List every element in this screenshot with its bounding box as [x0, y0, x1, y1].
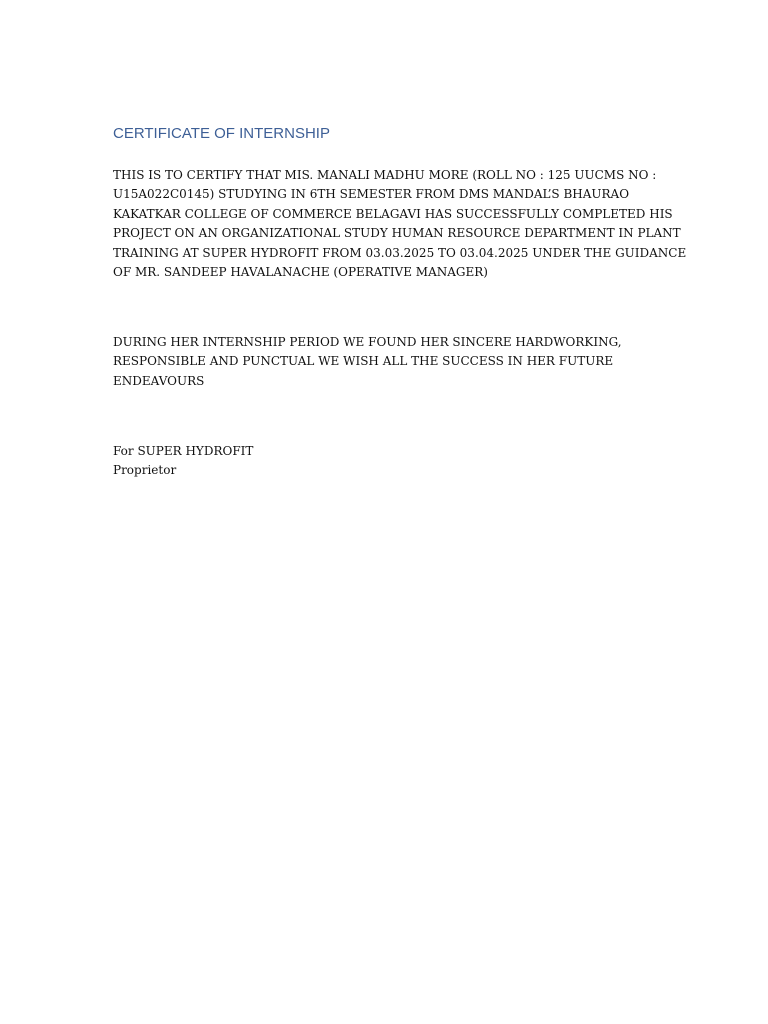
- signature-company: For SUPER HYDROFIT: [113, 444, 254, 458]
- certification-paragraph: [113, 166, 687, 282]
- paragraph-line: KAKATKAR COLLEGE OF COMMERCE BELAGAVI HAS SUCCESSFULLY COMPLETED HIS: [113, 206, 673, 221]
- paragraph-line: RESPONSIBLE AND PUNCTUAL WE WISH ALL THE SUCCESS IN HER FUTURE: [113, 354, 614, 369]
- paragraph-line: U15A022C0145) STUDYING IN 6TH SEMESTER FROM DMS MANDAL’S BHAURAO: [113, 187, 630, 202]
- appreciation-paragraph: [113, 333, 658, 391]
- paragraph-line: PROJECT ON AN ORGANIZATIONAL STUDY HUMAN RESOURCE DEPARTMENT IN PLANT: [113, 226, 681, 241]
- signature-block: [113, 442, 658, 481]
- paragraph-line: TRAINING AT SUPER HYDROFIT FROM 03.03.2025 TO 03.04.2025 UNDER THE GUIDANCE: [113, 245, 687, 260]
- certificate-title: CERTIFICATE OF INTERNSHIP: [113, 125, 330, 142]
- paragraph-line: OF MR. SANDEEP HAVALANACHE (OPERATIVE MANAGER): [113, 265, 488, 280]
- paragraph-line: THIS IS TO CERTIFY THAT MIS. MANALI MADHU MORE (ROLL NO : 125 UUCMS NO :: [113, 168, 657, 182]
- paragraph-line: DURING HER INTERNSHIP PERIOD WE FOUND HER SINCERE HARDWORKING,: [113, 335, 622, 349]
- paragraph-line: ENDEAVOURS: [113, 373, 205, 388]
- signature-role: Proprietor: [113, 463, 177, 478]
